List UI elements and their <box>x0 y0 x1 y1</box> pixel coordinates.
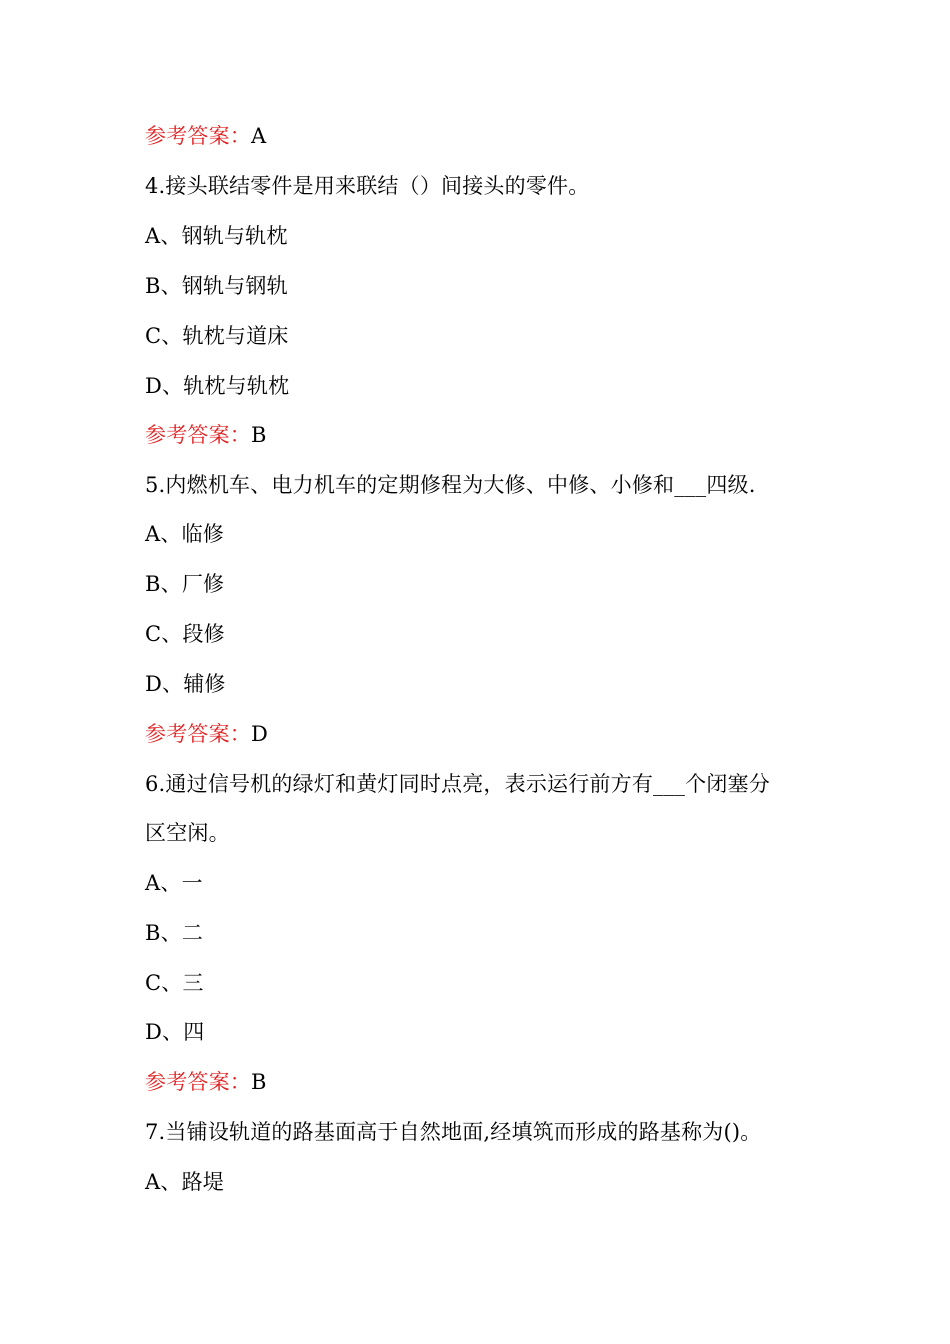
answer-value: A <box>251 124 267 148</box>
q4-option-d: D、轨枕与轨枕 <box>145 374 290 398</box>
answer-line-3 <box>145 123 266 149</box>
question-7: 7.当铺设轨道的路基面高于自然地面,经填筑而形成的路基称为()。 <box>145 1120 762 1144</box>
answer-value: B <box>251 423 267 447</box>
q5-option-b: B、厂修 <box>145 572 225 596</box>
q6-option-d: D、四 <box>145 1020 205 1044</box>
answer-line-5 <box>145 721 268 747</box>
answer-value: D <box>251 722 269 746</box>
q4-option-a: A、钢轨与轨枕 <box>145 224 288 248</box>
q5-option-c: C、段修 <box>145 622 225 646</box>
question-5: 5.内燃机车、电力机车的定期修程为大修、中修、小修和___四级. <box>145 473 756 497</box>
answer-line-6 <box>145 1069 267 1095</box>
question-6-line-2: 区空闲。 <box>145 821 230 845</box>
answer-label: 参考答案： <box>145 423 251 447</box>
answer-value: B <box>251 1070 267 1094</box>
answer-label: 参考答案： <box>145 124 251 148</box>
question-4: 4.接头联结零件是用来联结（）间接头的零件。 <box>145 174 590 198</box>
q4-option-b: B、钢轨与钢轨 <box>145 274 288 298</box>
q5-option-d: D、辅修 <box>145 672 226 696</box>
answer-label: 参考答案： <box>145 1070 251 1094</box>
q4-option-c: C、轨枕与道床 <box>145 324 289 348</box>
q6-option-a: A、一 <box>145 871 203 895</box>
q6-option-b: B、二 <box>145 921 204 945</box>
q5-option-a: A、临修 <box>145 522 224 546</box>
answer-label: 参考答案： <box>145 722 251 746</box>
q7-option-a: A、路堤 <box>145 1170 224 1194</box>
question-6-line-1: 6.通过信号机的绿灯和黄灯同时点亮，表示运行前方有___个闭塞分 <box>145 772 770 796</box>
answer-line-4 <box>145 422 267 448</box>
q6-option-c: C、三 <box>145 971 204 995</box>
